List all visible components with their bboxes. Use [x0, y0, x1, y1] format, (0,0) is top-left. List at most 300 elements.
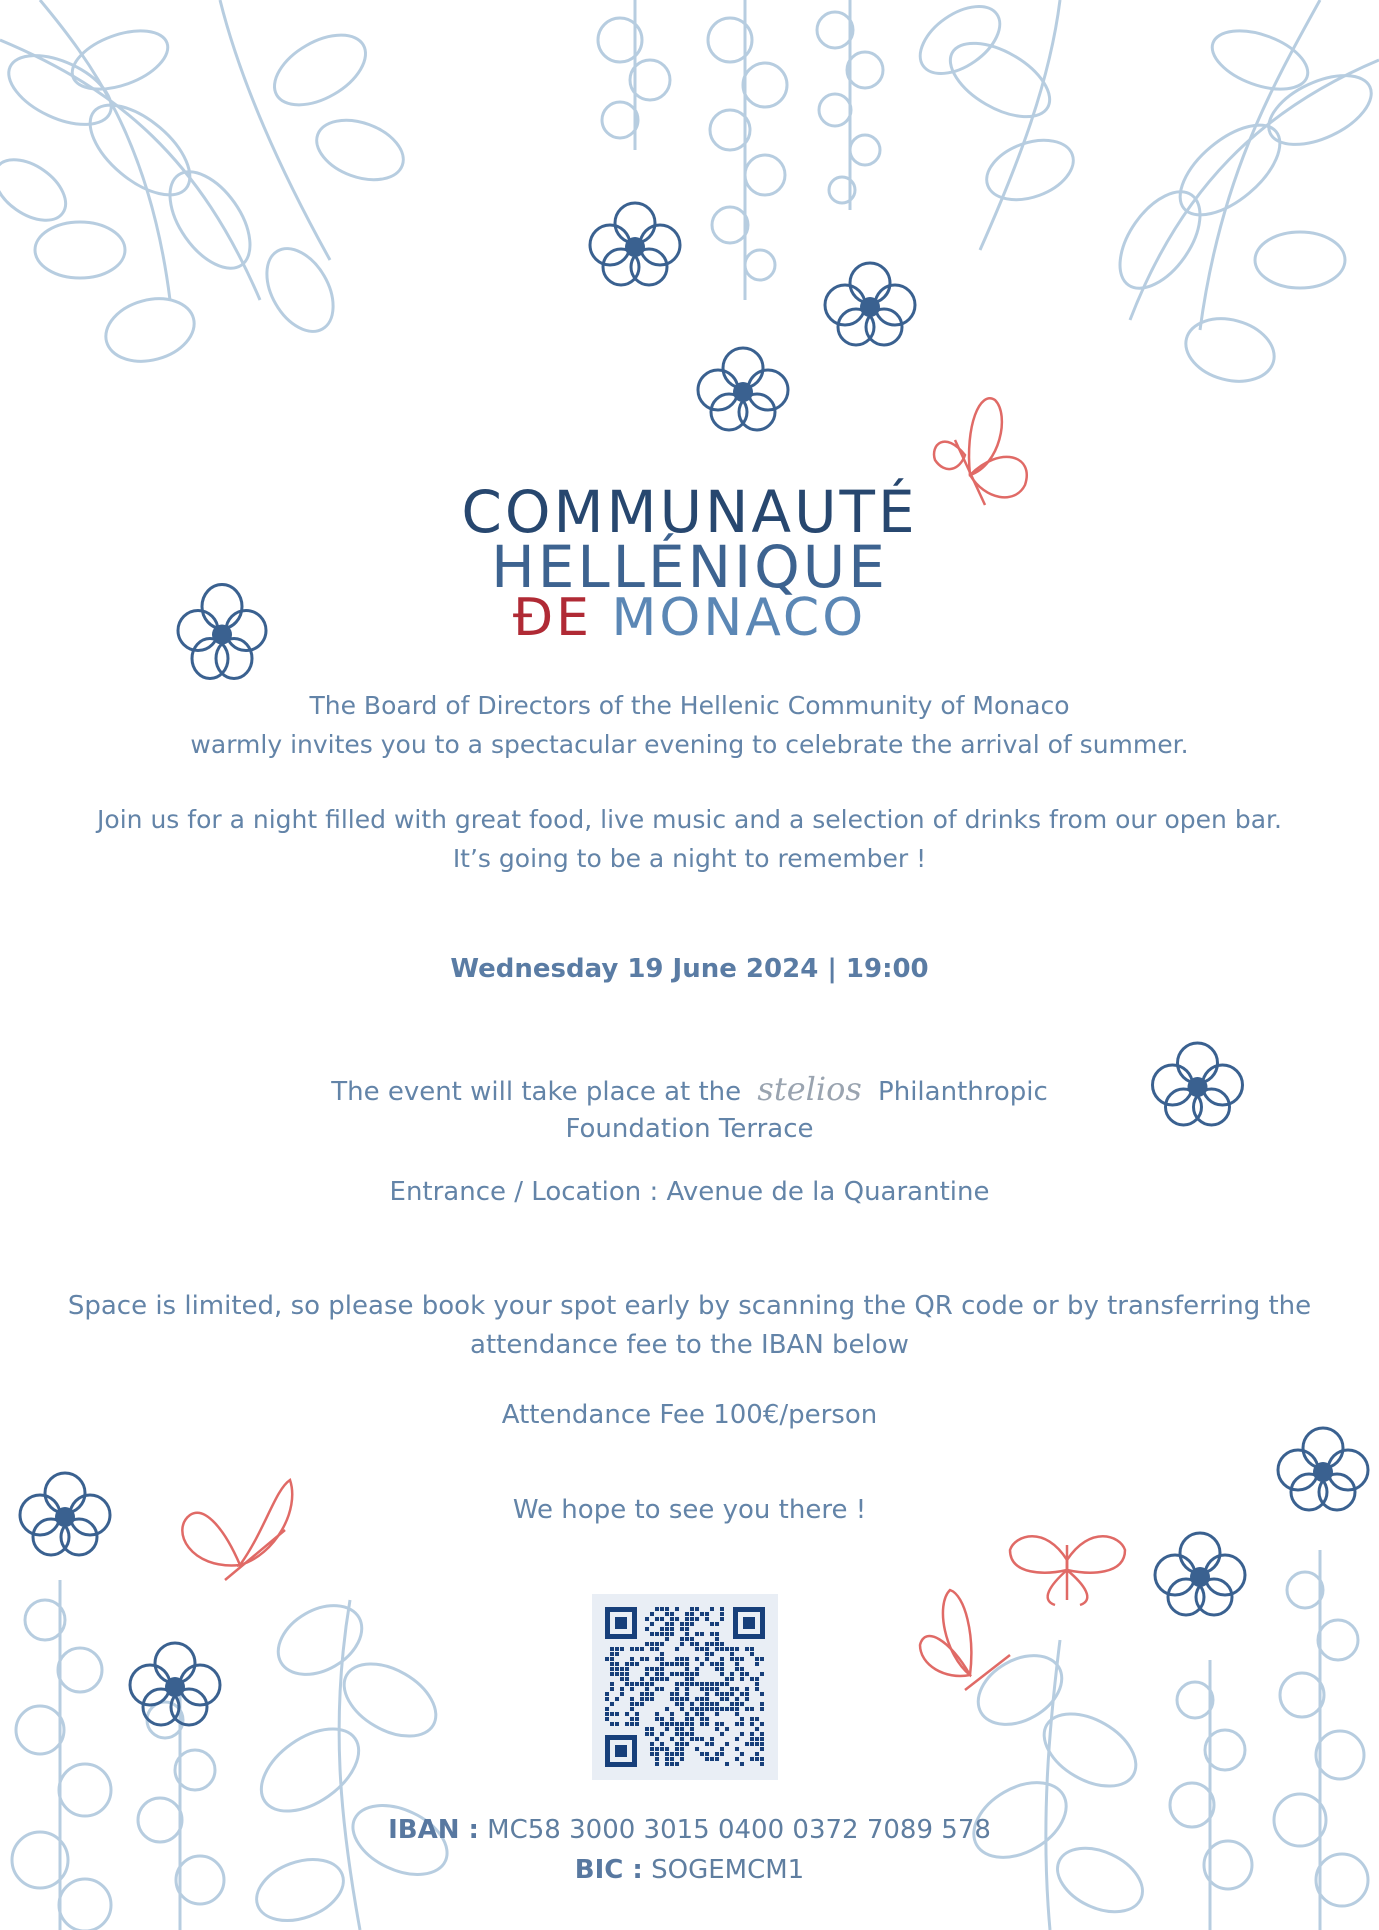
iban-label: IBAN : [388, 1815, 479, 1845]
qr-module [625, 1677, 629, 1681]
qr-module [760, 1707, 764, 1711]
qr-module [755, 1737, 759, 1741]
qr-module [715, 1667, 719, 1671]
qr-module [715, 1692, 719, 1696]
qr-module [660, 1652, 664, 1656]
qr-module [635, 1717, 639, 1721]
qr-module [720, 1707, 724, 1711]
qr-module [720, 1612, 724, 1616]
qr-module [710, 1707, 714, 1711]
qr-module [695, 1617, 699, 1621]
qr-module [615, 1652, 619, 1656]
qr-module [690, 1672, 694, 1676]
stelios-logo: stelios [757, 1070, 862, 1108]
logo-line-hellenique: HELLÉNIQUE [491, 533, 888, 601]
qr-module [700, 1722, 704, 1726]
qr-module [660, 1742, 664, 1746]
qr-module [700, 1717, 704, 1721]
qr-module [625, 1662, 629, 1666]
qr-module [705, 1652, 709, 1656]
qr-module [690, 1612, 694, 1616]
qr-module [670, 1632, 674, 1636]
qr-module [665, 1757, 669, 1761]
qr-module [695, 1657, 699, 1661]
qr-module [725, 1762, 729, 1766]
qr-module [655, 1677, 659, 1681]
qr-module [630, 1647, 634, 1651]
qr-module [755, 1752, 759, 1756]
booking-line-2: attendance fee to the IBAN below [470, 1330, 909, 1360]
qr-module [670, 1672, 674, 1676]
qr-module [750, 1732, 754, 1736]
qr-module [710, 1737, 714, 1741]
qr-module [605, 1697, 609, 1701]
qr-module [630, 1662, 634, 1666]
qr-module [750, 1647, 754, 1651]
qr-module [735, 1657, 739, 1661]
qr-module [625, 1722, 629, 1726]
qr-module [715, 1722, 719, 1726]
qr-module [690, 1682, 694, 1686]
butterfly-icon [165, 1470, 300, 1600]
qr-module [615, 1672, 619, 1676]
qr-module [645, 1667, 649, 1671]
qr-module [615, 1697, 619, 1701]
qr-module [685, 1697, 689, 1701]
qr-module [700, 1682, 704, 1686]
qr-module [655, 1617, 659, 1621]
qr-module [725, 1707, 729, 1711]
qr-module [660, 1667, 664, 1671]
qr-module [645, 1657, 649, 1661]
qr-module [730, 1702, 734, 1706]
qr-module [705, 1722, 709, 1726]
qr-module [695, 1672, 699, 1676]
qr-module [720, 1682, 724, 1686]
qr-module [650, 1692, 654, 1696]
qr-module [735, 1662, 739, 1666]
qr-module [650, 1642, 654, 1646]
qr-module [720, 1747, 724, 1751]
qr-module [730, 1657, 734, 1661]
qr-module [630, 1697, 634, 1701]
qr-module [665, 1627, 669, 1631]
qr-module [735, 1712, 739, 1716]
qr-module [650, 1752, 654, 1756]
qr-module [685, 1657, 689, 1661]
qr-module [760, 1747, 764, 1751]
qr-module [640, 1692, 644, 1696]
qr-module [680, 1732, 684, 1736]
qr-module [695, 1697, 699, 1701]
qr-module [705, 1757, 709, 1761]
qr-module [685, 1622, 689, 1626]
qr-module [675, 1692, 679, 1696]
qr-module [680, 1622, 684, 1626]
qr-module [695, 1607, 699, 1611]
iban-line [0, 1815, 1379, 1845]
qr-module [755, 1727, 759, 1731]
qr-module [735, 1667, 739, 1671]
qr-module [690, 1737, 694, 1741]
qr-module [705, 1617, 709, 1621]
flower-icon [580, 200, 690, 290]
qr-module [665, 1622, 669, 1626]
qr-module [675, 1742, 679, 1746]
qr-module [720, 1607, 724, 1611]
qr-module [610, 1722, 614, 1726]
qr-module [605, 1692, 609, 1696]
qr-module [645, 1642, 649, 1646]
qr-module [755, 1662, 759, 1666]
qr-module [655, 1762, 659, 1766]
qr-module [615, 1722, 619, 1726]
qr-module [680, 1697, 684, 1701]
qr-module [675, 1752, 679, 1756]
qr-module [645, 1727, 649, 1731]
qr-module [635, 1722, 639, 1726]
qr-module [675, 1722, 679, 1726]
qr-module [640, 1697, 644, 1701]
qr-module [645, 1732, 649, 1736]
foliage-top-right [900, 0, 1379, 430]
qr-module [740, 1702, 744, 1706]
qr-module [680, 1642, 684, 1646]
venue-line-1 [0, 1070, 1379, 1112]
qr-module [715, 1712, 719, 1716]
qr-module [740, 1752, 744, 1756]
qr-module [645, 1687, 649, 1691]
qr-module [660, 1642, 664, 1646]
qr-module [750, 1757, 754, 1761]
qr-module [690, 1717, 694, 1721]
qr-module [735, 1702, 739, 1706]
bic-label: BIC : [574, 1855, 643, 1885]
qr-module [710, 1702, 714, 1706]
qr-module [650, 1647, 654, 1651]
qr-module [735, 1757, 739, 1761]
qr-module [655, 1712, 659, 1716]
qr-module [625, 1667, 629, 1671]
qr-module [615, 1647, 619, 1651]
qr-module [715, 1632, 719, 1636]
qr-module [745, 1687, 749, 1691]
qr-module [660, 1732, 664, 1736]
qr-module [680, 1672, 684, 1676]
qr-module [750, 1652, 754, 1656]
qr-module [705, 1707, 709, 1711]
qr-module [750, 1737, 754, 1741]
qr-module [750, 1722, 754, 1726]
qr-module [705, 1642, 709, 1646]
qr-module [625, 1682, 629, 1686]
qr-module [630, 1687, 634, 1691]
qr-module [715, 1702, 719, 1706]
qr-module [720, 1647, 724, 1651]
qr-module [630, 1717, 634, 1721]
qr-module [640, 1647, 644, 1651]
qr-module [675, 1747, 679, 1751]
qr-module [685, 1617, 689, 1621]
qr-module [670, 1662, 674, 1666]
qr-module [670, 1712, 674, 1716]
qr-module [705, 1742, 709, 1746]
qr-module [615, 1662, 619, 1666]
entrance-location: Entrance / Location : Avenue de la Quarantine [389, 1177, 990, 1207]
qr-code[interactable] [592, 1594, 778, 1780]
qr-module [760, 1757, 764, 1761]
qr-module [710, 1757, 714, 1761]
qr-module [620, 1667, 624, 1671]
qr-module [710, 1607, 714, 1611]
qr-module [715, 1707, 719, 1711]
qr-module [745, 1697, 749, 1701]
qr-module [735, 1687, 739, 1691]
qr-module [655, 1632, 659, 1636]
qr-module [650, 1682, 654, 1686]
qr-module [750, 1707, 754, 1711]
qr-module [705, 1692, 709, 1696]
intro-line-1: The Board of Directors of the Hellenic Community of Monaco [309, 691, 1070, 720]
qr-module [660, 1617, 664, 1621]
qr-module [715, 1647, 719, 1651]
qr-module [735, 1707, 739, 1711]
qr-module [650, 1727, 654, 1731]
qr-module [700, 1752, 704, 1756]
qr-module [760, 1702, 764, 1706]
qr-module [720, 1752, 724, 1756]
qr-module [630, 1702, 634, 1706]
qr-module [660, 1632, 664, 1636]
qr-module [710, 1642, 714, 1646]
qr-module [685, 1667, 689, 1671]
qr-module [635, 1682, 639, 1686]
qr-module [660, 1607, 664, 1611]
qr-module [670, 1737, 674, 1741]
qr-module [695, 1707, 699, 1711]
qr-module [680, 1722, 684, 1726]
qr-module [610, 1647, 614, 1651]
qr-module [655, 1672, 659, 1676]
qr-module [730, 1677, 734, 1681]
qr-module [665, 1752, 669, 1756]
qr-module [750, 1677, 754, 1681]
qr-module [710, 1687, 714, 1691]
qr-module [670, 1692, 674, 1696]
qr-module [610, 1702, 614, 1706]
qr-module [680, 1707, 684, 1711]
qr-module [700, 1702, 704, 1706]
qr-module [650, 1732, 654, 1736]
qr-module [730, 1687, 734, 1691]
qr-module [755, 1742, 759, 1746]
qr-module [685, 1682, 689, 1686]
qr-module [670, 1757, 674, 1761]
qr-module [730, 1692, 734, 1696]
qr-module [720, 1642, 724, 1646]
qr-module [760, 1742, 764, 1746]
qr-module [715, 1757, 719, 1761]
qr-module [685, 1627, 689, 1631]
qr-module [685, 1722, 689, 1726]
qr-module [660, 1722, 664, 1726]
qr-module [730, 1707, 734, 1711]
flower-icon [1145, 1530, 1255, 1620]
qr-module [740, 1722, 744, 1726]
qr-module [630, 1722, 634, 1726]
qr-module [675, 1617, 679, 1621]
qr-module [760, 1732, 764, 1736]
qr-module [700, 1687, 704, 1691]
qr-module [680, 1747, 684, 1751]
logo-line-de-monaco [0, 588, 1379, 648]
venue-prefix: The event will take place at the [331, 1077, 742, 1107]
qr-module [710, 1632, 714, 1636]
qr-module [690, 1637, 694, 1641]
qr-module [675, 1672, 679, 1676]
qr-module [675, 1727, 679, 1731]
qr-module [760, 1737, 764, 1741]
qr-module [745, 1647, 749, 1651]
qr-module [740, 1677, 744, 1681]
qr-module [760, 1657, 764, 1661]
qr-module [655, 1607, 659, 1611]
qr-module [705, 1647, 709, 1651]
qr-module [610, 1687, 614, 1691]
qr-module [660, 1747, 664, 1751]
qr-module [760, 1692, 764, 1696]
qr-module [755, 1657, 759, 1661]
qr-module [670, 1717, 674, 1721]
qr-module [720, 1697, 724, 1701]
qr-module [675, 1647, 679, 1651]
qr-module [695, 1642, 699, 1646]
qr-module [665, 1637, 669, 1641]
iban-value: MC58 3000 3015 0400 0372 7089 578 [487, 1815, 991, 1845]
qr-module [695, 1712, 699, 1716]
qr-module [610, 1662, 614, 1666]
qr-module [645, 1617, 649, 1621]
qr-module [670, 1627, 674, 1631]
qr-module [690, 1722, 694, 1726]
qr-module [670, 1752, 674, 1756]
flower-icon [815, 260, 925, 350]
qr-module [670, 1762, 674, 1766]
qr-module [755, 1717, 759, 1721]
qr-module [660, 1672, 664, 1676]
qr-module [665, 1747, 669, 1751]
qr-module [685, 1677, 689, 1681]
qr-module [755, 1677, 759, 1681]
qr-module [690, 1607, 694, 1611]
qr-module [655, 1687, 659, 1691]
qr-module [675, 1762, 679, 1766]
qr-module [680, 1727, 684, 1731]
qr-module [715, 1727, 719, 1731]
qr-module [735, 1722, 739, 1726]
qr-module [645, 1672, 649, 1676]
qr-module [725, 1647, 729, 1651]
qr-module [740, 1732, 744, 1736]
qr-module [700, 1632, 704, 1636]
qr-module [675, 1702, 679, 1706]
qr-module [680, 1752, 684, 1756]
qr-module [705, 1612, 709, 1616]
qr-module [695, 1647, 699, 1651]
qr-module [650, 1622, 654, 1626]
qr-module [680, 1702, 684, 1706]
qr-module [675, 1732, 679, 1736]
venue-line-2: Foundation Terrace [565, 1114, 814, 1144]
qr-module [680, 1757, 684, 1761]
bic-value: SOGEMCM1 [651, 1855, 805, 1885]
qr-module [605, 1712, 609, 1716]
qr-module [700, 1647, 704, 1651]
qr-module [690, 1617, 694, 1621]
qr-module [735, 1697, 739, 1701]
qr-module [650, 1677, 654, 1681]
qr-module [620, 1687, 624, 1691]
qr-module [700, 1707, 704, 1711]
qr-module [735, 1647, 739, 1651]
qr-module [690, 1677, 694, 1681]
qr-module [720, 1672, 724, 1676]
qr-module [740, 1692, 744, 1696]
qr-module [745, 1742, 749, 1746]
qr-module [760, 1672, 764, 1676]
qr-module [725, 1697, 729, 1701]
qr-module [715, 1687, 719, 1691]
qr-module [700, 1737, 704, 1741]
qr-module [635, 1662, 639, 1666]
qr-module [620, 1672, 624, 1676]
qr-module [695, 1667, 699, 1671]
qr-module [650, 1632, 654, 1636]
intro-line-2: warmly invites you to a spectacular evening to celebrate the arrival of summer. [190, 730, 1189, 759]
qr-module [685, 1612, 689, 1616]
qr-module [695, 1747, 699, 1751]
qr-module [680, 1637, 684, 1641]
qr-module [685, 1662, 689, 1666]
qr-module [645, 1697, 649, 1701]
bic-line [0, 1855, 1379, 1885]
qr-module [685, 1687, 689, 1691]
qr-module [665, 1707, 669, 1711]
qr-module [655, 1757, 659, 1761]
qr-module [755, 1687, 759, 1691]
qr-module [645, 1682, 649, 1686]
qr-module [620, 1692, 624, 1696]
qr-module [630, 1657, 634, 1661]
qr-module [650, 1612, 654, 1616]
qr-module [670, 1617, 674, 1621]
qr-module [680, 1657, 684, 1661]
qr-module [650, 1667, 654, 1671]
qr-module [755, 1682, 759, 1686]
event-date-time: Wednesday 19 June 2024 | 19:00 [450, 954, 929, 984]
qr-module [665, 1762, 669, 1766]
qr-module [640, 1682, 644, 1686]
qr-module [655, 1642, 659, 1646]
qr-module [675, 1662, 679, 1666]
qr-module [715, 1682, 719, 1686]
qr-module [660, 1627, 664, 1631]
qr-module [665, 1677, 669, 1681]
qr-module [665, 1662, 669, 1666]
booking-line-1: Space is limited, so please book your spot early by scanning the QR code or by transferring the [67, 1291, 1312, 1321]
flower-icon [688, 345, 798, 435]
qr-module [690, 1622, 694, 1626]
